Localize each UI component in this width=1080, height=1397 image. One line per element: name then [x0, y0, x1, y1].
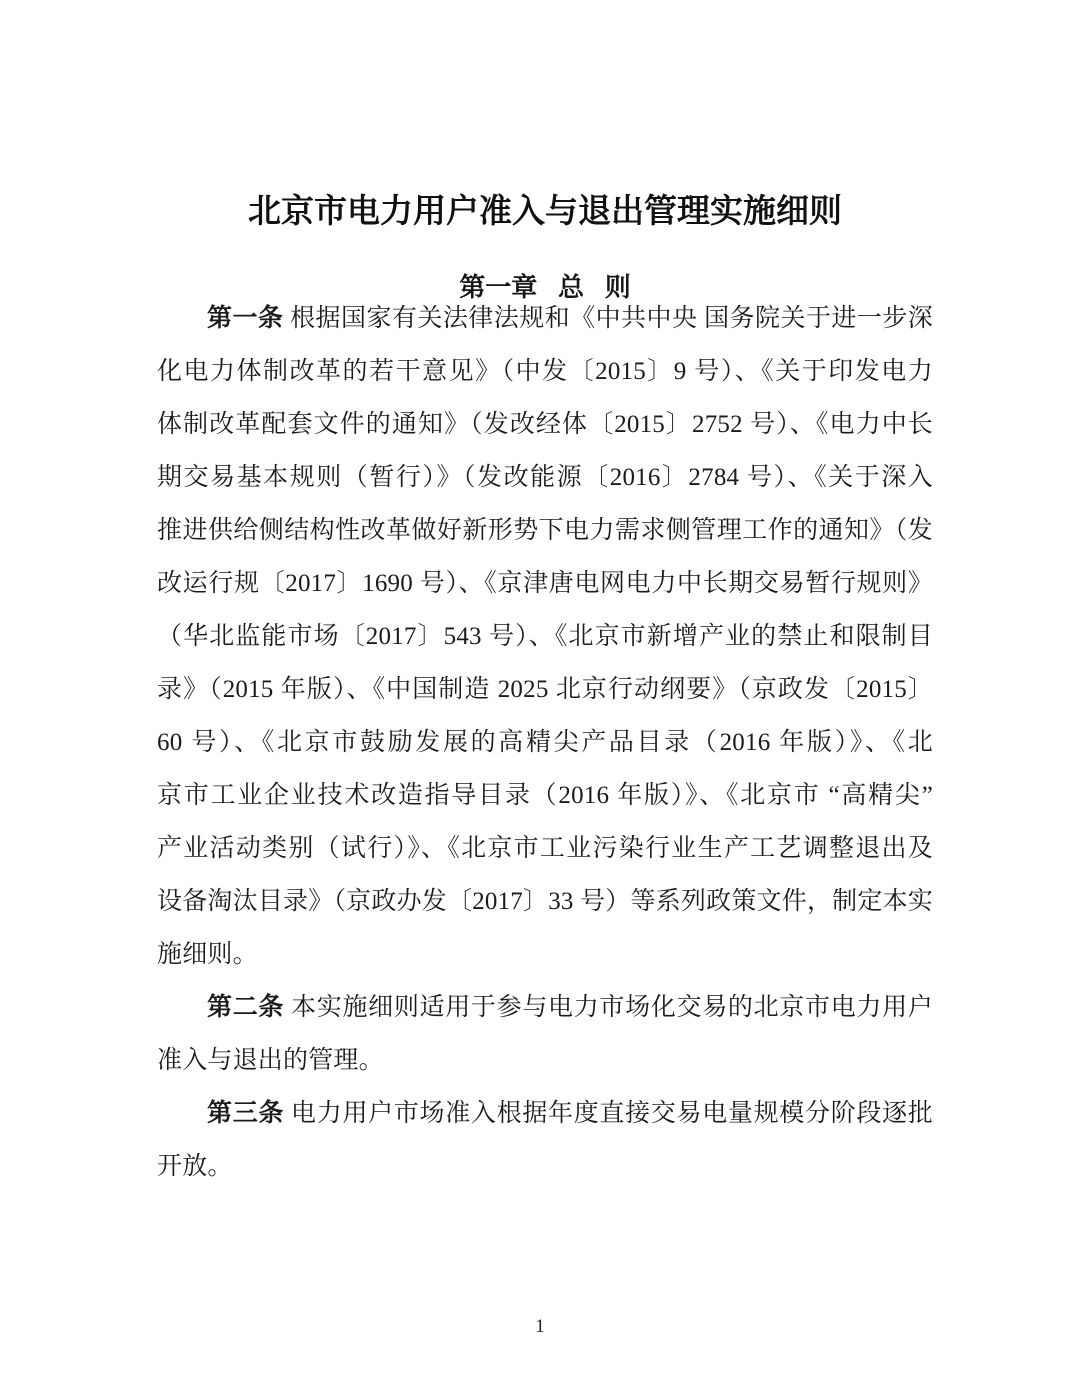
body-text-line: 施细则。 [157, 941, 258, 968]
body-text-line: 第一条 根据国家有关法律法规和《中共中央 国务院关于进一步深 [207, 305, 933, 332]
body-text-line: 推进供给侧结构性改革做好新形势下电力需求侧管理工作的通知》（发 [157, 517, 933, 544]
body-text-line: 录》（2015 年版）、《中国制造 2025 北京行动纲要》（京政发〔2015〕 [157, 676, 933, 703]
body-text-line: 改运行规〔2017〕1690 号）、《京津唐电网电力中长期交易暂行规则》 [157, 570, 933, 597]
body-text-line: （华北监能市场〔2017〕543 号）、《北京市新增产业的禁止和限制目 [157, 623, 933, 650]
body-text-line: 京市工业企业技术改造指导目录（2016 年版）》、《北京市 “高精尖” [157, 782, 933, 809]
chapter-heading: 第一章 总 则 [459, 272, 631, 302]
body-text-line: 产业活动类别（试行）》、《北京市工业污染行业生产工艺调整退出及 [157, 835, 933, 862]
document-content [157, 0, 933, 1397]
body-text-line: 设备淘汰目录》（京政办发〔2017〕33 号）等系列政策文件，制定本实 [157, 888, 933, 915]
page-number: 1 [535, 1316, 545, 1337]
body-text-line: 期交易基本规则（暂行）》（发改能源〔2016〕2784 号）、《关于深入 [157, 464, 933, 491]
article-number: 第三条 [207, 1100, 285, 1127]
body-text-line: 第三条 电力用户市场准入根据年度直接交易电量规模分阶段逐批 [207, 1100, 933, 1127]
body-text-line: 开放。 [157, 1153, 233, 1180]
body-text-line: 第二条 本实施细则适用于参与电力市场化交易的北京市电力用户 [207, 994, 933, 1021]
body-text-line: 体制改革配套文件的通知》（发改经体〔2015〕2752 号）、《电力中长 [157, 411, 933, 438]
body-text-line: 化电力体制改革的若干意见》（中发〔2015〕9 号）、《关于印发电力 [157, 358, 933, 385]
article-number: 第一条 [207, 305, 284, 332]
document-body [157, 292, 933, 1193]
article-number: 第二条 [207, 994, 285, 1021]
body-text-line: 60 号）、《北京市鼓励发展的高精尖产品目录（2016 年版）》、《北 [157, 729, 933, 756]
document-title: 北京市电力用户准入与退出管理实施细则 [248, 192, 842, 230]
body-text-line: 准入与退出的管理。 [157, 1047, 384, 1074]
